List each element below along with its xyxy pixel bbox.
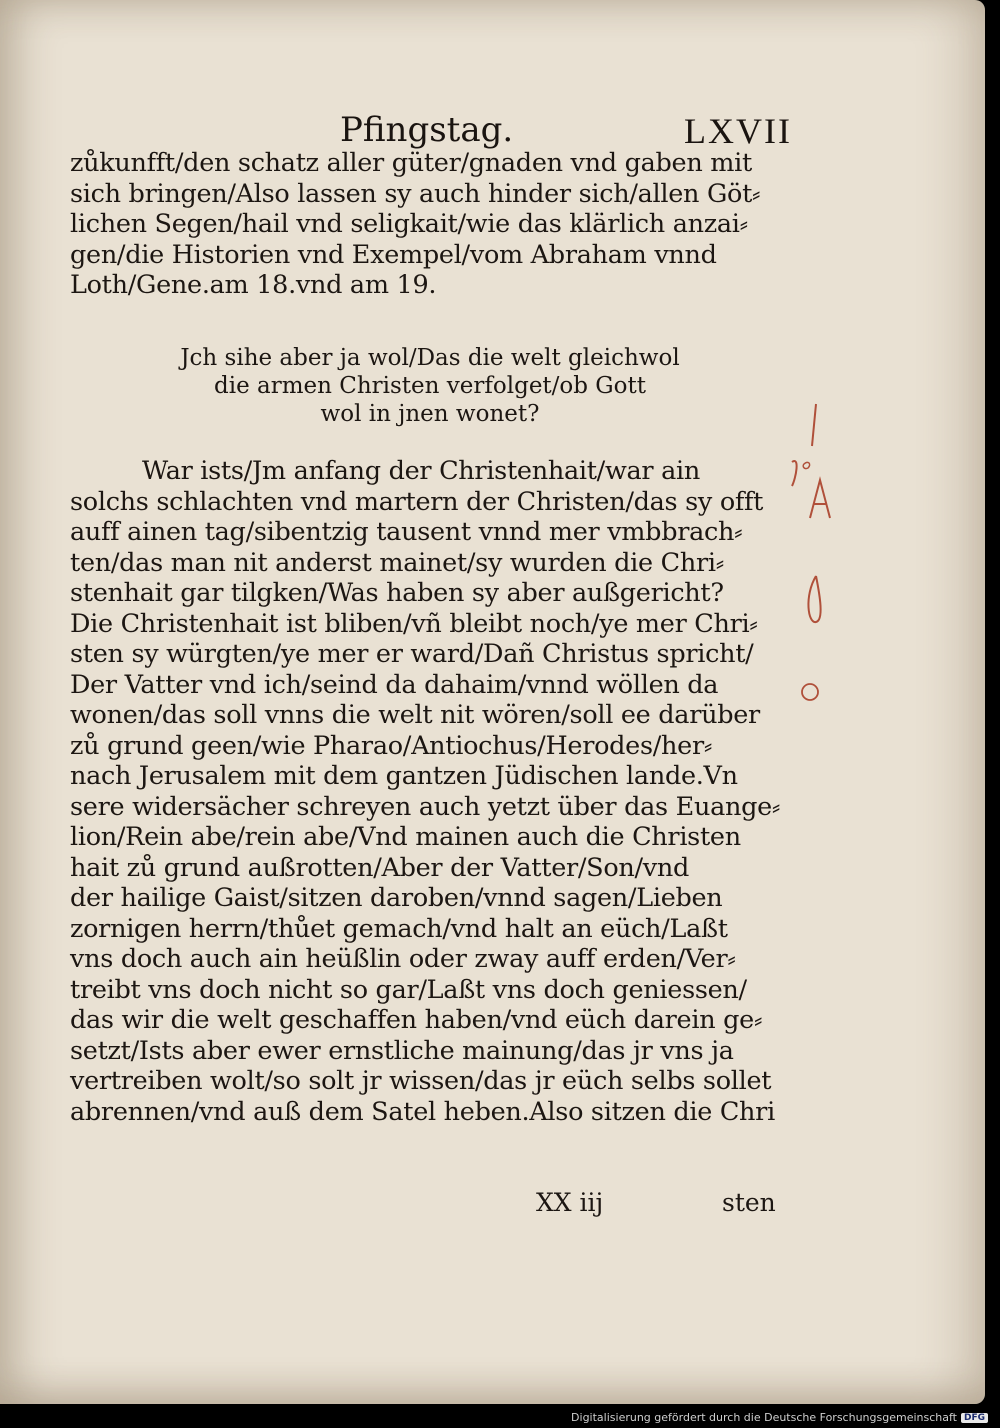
text-line: sere widersächer schreyen auch yetzt über das Euange⸗	[70, 791, 781, 822]
text-line: ten/das man nit anderst mainet/sy wurden die Chri⸗	[70, 547, 724, 578]
marginal-pen-annotation	[790, 400, 850, 720]
margin-stroke	[812, 404, 816, 446]
text-line: hait zů grund außrotten/Aber der Vatter/Son/vnd	[70, 852, 690, 883]
text-line: vertreiben wolt/so solt jr wissen/das jr eüch selbs sollet	[70, 1066, 772, 1096]
folio-number: LXVII	[684, 111, 792, 151]
text-line: abrennen/vnd auß dem Satel heben.Also sitzen die Chri	[70, 1096, 775, 1127]
text-line: Der Vatter vnd ich/seind da dahaim/vnnd wöllen da	[70, 669, 719, 700]
margin-letter-o	[802, 684, 818, 700]
text-line: zornigen herrn/thůet gemach/vnd halt an eüch/Laßt	[70, 913, 728, 944]
heading-line: die armen Christen verfolget/ob Gott	[213, 373, 647, 399]
margin-stroke	[803, 462, 809, 468]
margin-stroke	[792, 461, 797, 486]
margin-letter-d	[808, 576, 820, 622]
text-line: War ists/Jm anfang der Christenhait/war ain	[142, 456, 700, 486]
text-line: wonen/das soll vnns die welt nit wören/soll ee darüber	[70, 700, 760, 730]
running-head: Pfingstag.	[340, 110, 514, 150]
digitization-credit	[571, 1411, 988, 1424]
top-paragraph	[70, 148, 790, 301]
signature-mark: XX iij	[536, 1188, 604, 1217]
text-line: der hailige Gaist/sitzen daroben/vnnd sagen/Lieben	[70, 883, 723, 913]
text-line: sich bringen/Also lassen sy auch hinder sich/allen Göt⸗	[70, 178, 761, 209]
text-line: setzt/Ists aber ewer ernstliche mainung/das jr vns ja	[70, 1035, 734, 1066]
body-paragraph	[70, 456, 790, 1127]
text-line: auff ainen tag/sibentzig tausent vnnd mer vmbbrach⸗	[70, 517, 743, 547]
text-line: sten sy würgten/ye mer er ward/Dañ Christus spricht/	[70, 639, 754, 669]
text-line: Loth/Gene.am 18.vnd am 19.	[70, 270, 437, 300]
text-line: nach Jerusalem mit dem gantzen Jüdischen lande.Vn	[70, 761, 738, 791]
text-line: Die Christenhait ist bliben/vñ bleibt noch/ye mer Chri⸗	[70, 608, 758, 639]
text-line: gen/die Historien vnd Exempel/vom Abraham vnnd	[70, 239, 717, 270]
text-line: solchs schlachten vnd martern der Christen/das sy offt	[70, 486, 764, 517]
text-line: vns doch auch ain heüßlin oder zway auff erden/Ver⸗	[70, 944, 736, 974]
page-footer	[0, 1188, 985, 1222]
text-line: zůkunfft/den schatz aller güter/gnaden vnd gaben mit	[70, 148, 752, 178]
credit-text: Digitalisierung gefördert durch die Deutsche Forschungsgemeinschaft	[571, 1411, 957, 1424]
text-line: stenhait gar tilgken/Was haben sy aber außgericht?	[70, 578, 724, 608]
margin-letter-a	[810, 480, 830, 518]
question-heading	[100, 344, 760, 428]
heading-line: Jch sihe aber ja wol/Das die welt gleichwol	[180, 345, 680, 371]
text-line: treibt vns doch nicht so gar/Laßt vns doch geniessen/	[70, 974, 747, 1005]
text-line: das wir die welt geschaffen haben/vnd eüch darein ge⸗	[70, 1005, 763, 1035]
heading-line: wol in jnen wonet?	[320, 401, 540, 427]
catchword: sten	[722, 1188, 776, 1217]
text-line: lion/Rein abe/rein abe/Vnd mainen auch die Christen	[70, 822, 741, 852]
dfg-logo: DFG	[961, 1413, 988, 1423]
text-line: lichen Segen/hail vnd seligkait/wie das klärlich anzai⸗	[70, 209, 748, 239]
text-line: zů grund geen/wie Pharao/Antiochus/Herodes/her⸗	[70, 730, 713, 761]
